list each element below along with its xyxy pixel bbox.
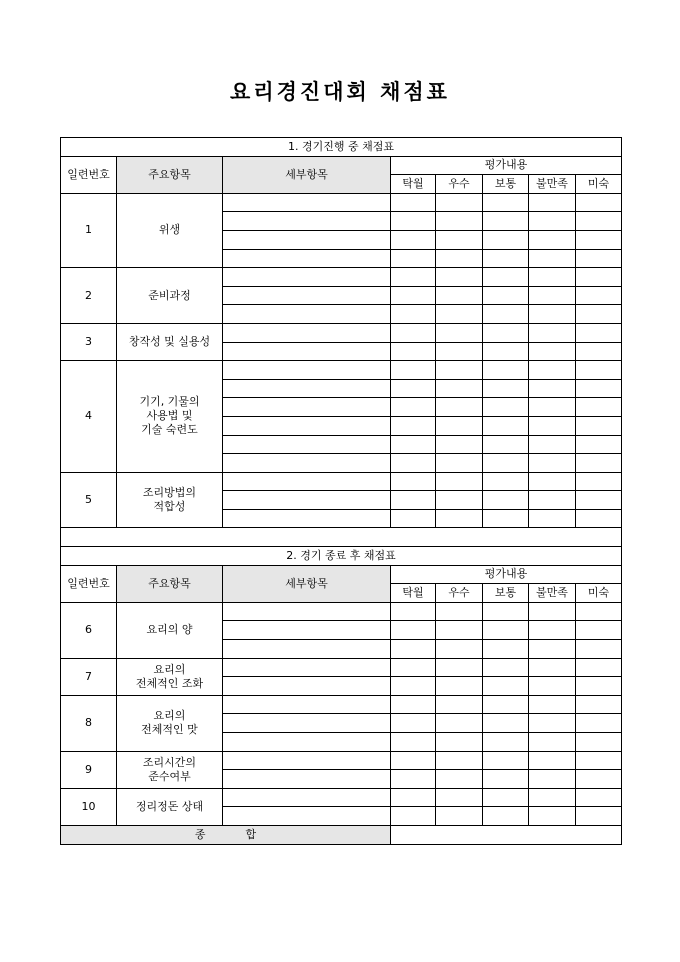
detail-cell[interactable] (223, 398, 391, 417)
score-cell[interactable] (391, 342, 436, 361)
score-cell[interactable] (576, 770, 622, 789)
section-divider (61, 528, 622, 547)
detail-cell[interactable] (223, 249, 391, 268)
score-cell[interactable] (391, 305, 436, 324)
score-cell[interactable] (529, 398, 576, 417)
item-no: 5 (61, 472, 117, 528)
score-cell[interactable] (436, 361, 483, 380)
score-cell[interactable] (529, 658, 576, 677)
score-cell[interactable] (436, 286, 483, 305)
score-cell[interactable] (529, 677, 576, 696)
item-no: 6 (61, 602, 117, 658)
score-cell[interactable] (483, 212, 529, 231)
score-cell[interactable] (529, 751, 576, 770)
score-cell[interactable] (529, 695, 576, 714)
score-cell[interactable] (483, 621, 529, 640)
item-line: 기술 숙련도 (141, 423, 198, 437)
score-cell[interactable] (391, 640, 436, 659)
detail-cell[interactable] (223, 193, 391, 212)
detail-cell[interactable] (223, 230, 391, 249)
table-row (61, 602, 622, 621)
detail-cell[interactable] (223, 212, 391, 231)
score-cell[interactable] (436, 621, 483, 640)
total-value-cell[interactable] (391, 825, 622, 844)
item-line: 조리시간의 (142, 755, 197, 769)
detail-cell[interactable] (223, 509, 391, 528)
item-main (117, 472, 223, 528)
score-cell[interactable] (529, 509, 576, 528)
score-cell[interactable] (483, 305, 529, 324)
score-cell[interactable] (576, 342, 622, 361)
score-cell[interactable] (391, 212, 436, 231)
item-line: 적합성 (153, 500, 186, 514)
item-no: 3 (61, 323, 117, 360)
score-cell[interactable] (436, 509, 483, 528)
score-cell[interactable] (436, 212, 483, 231)
detail-cell[interactable] (223, 640, 391, 659)
score-cell[interactable] (529, 733, 576, 752)
score-cell[interactable] (391, 714, 436, 733)
header-detail: 세부항목 (223, 565, 391, 602)
score-cell[interactable] (391, 677, 436, 696)
item-line: 정리정돈 상태 (135, 799, 204, 813)
score-cell[interactable] (529, 379, 576, 398)
score-cell[interactable] (529, 788, 576, 807)
score-cell[interactable] (391, 454, 436, 473)
header-detail: 세부항목 (223, 156, 391, 193)
score-cell[interactable] (436, 435, 483, 454)
score-cell[interactable] (483, 286, 529, 305)
score-cell[interactable] (483, 193, 529, 212)
score-cell[interactable] (483, 695, 529, 714)
score-cell[interactable] (436, 714, 483, 733)
table-row (61, 268, 622, 287)
detail-cell[interactable] (223, 323, 391, 342)
score-cell[interactable] (576, 621, 622, 640)
score-cell[interactable] (436, 305, 483, 324)
score-sheet-table (60, 137, 622, 845)
grade-excellent: 탁월 (391, 584, 436, 603)
score-cell[interactable] (576, 268, 622, 287)
score-cell[interactable] (391, 770, 436, 789)
header-no: 일련번호 (61, 565, 117, 602)
score-cell[interactable] (391, 193, 436, 212)
item-main (117, 751, 223, 788)
score-cell[interactable] (436, 193, 483, 212)
detail-cell[interactable] (223, 416, 391, 435)
score-cell[interactable] (576, 286, 622, 305)
detail-cell[interactable] (223, 770, 391, 789)
score-cell[interactable] (391, 249, 436, 268)
score-cell[interactable] (529, 323, 576, 342)
score-cell[interactable] (436, 751, 483, 770)
score-cell[interactable] (529, 193, 576, 212)
detail-cell[interactable] (223, 658, 391, 677)
score-cell[interactable] (576, 733, 622, 752)
detail-cell[interactable] (223, 342, 391, 361)
table-row (61, 751, 622, 770)
score-cell[interactable] (483, 398, 529, 417)
score-cell[interactable] (529, 230, 576, 249)
score-cell[interactable] (529, 249, 576, 268)
score-cell[interactable] (529, 305, 576, 324)
score-cell[interactable] (391, 658, 436, 677)
score-cell[interactable] (483, 491, 529, 510)
score-cell[interactable] (436, 807, 483, 826)
table-row (61, 193, 622, 212)
score-cell[interactable] (391, 361, 436, 380)
score-cell[interactable] (391, 509, 436, 528)
score-cell[interactable] (529, 640, 576, 659)
score-cell[interactable] (483, 361, 529, 380)
detail-cell[interactable] (223, 733, 391, 752)
score-cell[interactable] (576, 435, 622, 454)
item-line: 사용법 및 (146, 409, 193, 423)
score-cell[interactable] (576, 230, 622, 249)
header-no: 일련번호 (61, 156, 117, 193)
score-cell[interactable] (529, 472, 576, 491)
detail-cell[interactable] (223, 472, 391, 491)
score-cell[interactable] (483, 788, 529, 807)
grade-average: 보통 (483, 175, 529, 194)
score-cell[interactable] (576, 714, 622, 733)
score-cell[interactable] (529, 361, 576, 380)
detail-cell[interactable] (223, 807, 391, 826)
score-cell[interactable] (483, 658, 529, 677)
score-cell[interactable] (483, 472, 529, 491)
item-no: 4 (61, 361, 117, 473)
score-cell[interactable] (529, 268, 576, 287)
score-cell[interactable] (576, 751, 622, 770)
score-cell[interactable] (529, 770, 576, 789)
score-cell[interactable] (529, 435, 576, 454)
score-cell[interactable] (391, 398, 436, 417)
item-no: 2 (61, 268, 117, 324)
item-line: 전체적인 조화 (135, 676, 204, 690)
header-main: 주요항목 (117, 565, 223, 602)
score-cell[interactable] (576, 695, 622, 714)
grade-good: 우수 (436, 584, 483, 603)
score-cell[interactable] (436, 472, 483, 491)
score-cell[interactable] (529, 807, 576, 826)
item-line: 요리의 (153, 709, 186, 723)
item-main (117, 193, 223, 267)
detail-cell[interactable] (223, 379, 391, 398)
item-line: 요리의 양 (146, 623, 193, 637)
score-cell[interactable] (576, 323, 622, 342)
score-cell[interactable] (483, 770, 529, 789)
item-line: 준수여부 (148, 769, 191, 783)
item-line: 조리방법의 (142, 486, 197, 500)
table-row (61, 788, 622, 807)
score-cell[interactable] (576, 807, 622, 826)
detail-cell[interactable] (223, 305, 391, 324)
item-no: 8 (61, 695, 117, 751)
score-cell[interactable] (483, 230, 529, 249)
score-cell[interactable] (576, 398, 622, 417)
score-cell[interactable] (483, 342, 529, 361)
score-cell[interactable] (483, 714, 529, 733)
score-cell[interactable] (391, 268, 436, 287)
score-cell[interactable] (483, 733, 529, 752)
item-main (117, 268, 223, 324)
score-cell[interactable] (391, 788, 436, 807)
detail-cell[interactable] (223, 621, 391, 640)
score-cell[interactable] (576, 472, 622, 491)
score-cell[interactable] (436, 770, 483, 789)
grade-poor: 미숙 (576, 175, 622, 194)
score-cell[interactable] (483, 640, 529, 659)
section2-title: 2. 경기 종료 후 채점표 (61, 547, 622, 566)
score-cell[interactable] (576, 509, 622, 528)
score-cell[interactable] (436, 323, 483, 342)
item-line: 위생 (158, 223, 181, 237)
score-cell[interactable] (391, 695, 436, 714)
score-cell[interactable] (436, 398, 483, 417)
score-cell[interactable] (529, 416, 576, 435)
score-cell[interactable] (391, 621, 436, 640)
score-cell[interactable] (391, 416, 436, 435)
score-cell[interactable] (436, 342, 483, 361)
item-main (117, 602, 223, 658)
score-cell[interactable] (436, 416, 483, 435)
score-cell[interactable] (576, 305, 622, 324)
score-cell[interactable] (576, 249, 622, 268)
grade-good: 우수 (436, 175, 483, 194)
score-cell[interactable] (436, 695, 483, 714)
score-cell[interactable] (391, 435, 436, 454)
score-cell[interactable] (483, 807, 529, 826)
item-main (117, 323, 223, 360)
score-cell[interactable] (576, 379, 622, 398)
score-cell[interactable] (483, 323, 529, 342)
section1-title: 1. 경기진행 중 채점표 (61, 138, 622, 157)
score-cell[interactable] (391, 472, 436, 491)
item-line: 전체적인 맛 (141, 723, 198, 737)
score-cell[interactable] (529, 621, 576, 640)
score-cell[interactable] (391, 733, 436, 752)
score-cell[interactable] (529, 454, 576, 473)
score-cell[interactable] (436, 268, 483, 287)
score-cell[interactable] (576, 602, 622, 621)
item-line: 창작성 및 실용성 (128, 335, 211, 349)
score-cell[interactable] (436, 658, 483, 677)
detail-cell[interactable] (223, 435, 391, 454)
score-cell[interactable] (391, 807, 436, 826)
table-row (61, 695, 622, 714)
score-cell[interactable] (483, 416, 529, 435)
score-cell[interactable] (576, 491, 622, 510)
score-cell[interactable] (391, 491, 436, 510)
total-label: 종합 (61, 825, 391, 844)
header-eval: 평가내용 (391, 156, 622, 175)
score-cell[interactable] (576, 658, 622, 677)
detail-cell[interactable] (223, 788, 391, 807)
score-cell[interactable] (529, 714, 576, 733)
score-cell[interactable] (391, 602, 436, 621)
score-cell[interactable] (391, 286, 436, 305)
item-no: 7 (61, 658, 117, 695)
item-line: 준비과정 (148, 288, 191, 302)
item-main (117, 695, 223, 751)
score-cell[interactable] (529, 342, 576, 361)
score-cell[interactable] (576, 454, 622, 473)
score-cell[interactable] (436, 379, 483, 398)
item-no: 10 (61, 788, 117, 825)
detail-cell[interactable] (223, 286, 391, 305)
item-no: 1 (61, 193, 117, 267)
score-cell[interactable] (436, 733, 483, 752)
item-line: 기기, 기물의 (139, 395, 200, 409)
score-cell[interactable] (483, 602, 529, 621)
score-cell[interactable] (576, 193, 622, 212)
detail-cell[interactable] (223, 361, 391, 380)
score-cell[interactable] (576, 788, 622, 807)
table-row (61, 361, 622, 380)
detail-cell[interactable] (223, 695, 391, 714)
score-cell[interactable] (436, 491, 483, 510)
score-cell[interactable] (436, 249, 483, 268)
score-cell[interactable] (436, 677, 483, 696)
score-cell[interactable] (576, 416, 622, 435)
score-cell[interactable] (483, 677, 529, 696)
score-cell[interactable] (483, 435, 529, 454)
detail-cell[interactable] (223, 602, 391, 621)
score-cell[interactable] (391, 323, 436, 342)
score-cell[interactable] (529, 212, 576, 231)
score-cell[interactable] (391, 230, 436, 249)
detail-cell[interactable] (223, 751, 391, 770)
score-cell[interactable] (483, 454, 529, 473)
table-row (61, 472, 622, 491)
header-main: 주요항목 (117, 156, 223, 193)
score-cell[interactable] (436, 230, 483, 249)
score-cell[interactable] (483, 249, 529, 268)
page-title: 요리경진대회 채점표 (230, 79, 450, 104)
score-cell[interactable] (483, 751, 529, 770)
item-main (117, 361, 223, 473)
grade-unsatisfactory: 불만족 (529, 584, 576, 603)
score-cell[interactable] (483, 379, 529, 398)
detail-cell[interactable] (223, 677, 391, 696)
score-cell[interactable] (529, 286, 576, 305)
score-cell[interactable] (436, 602, 483, 621)
score-cell[interactable] (436, 454, 483, 473)
item-line: 요리의 (153, 662, 186, 676)
score-cell[interactable] (391, 751, 436, 770)
detail-cell[interactable] (223, 454, 391, 473)
detail-cell[interactable] (223, 714, 391, 733)
item-main (117, 658, 223, 695)
grade-excellent: 탁월 (391, 175, 436, 194)
detail-cell[interactable] (223, 491, 391, 510)
score-cell[interactable] (436, 788, 483, 807)
score-cell[interactable] (576, 640, 622, 659)
score-cell[interactable] (436, 640, 483, 659)
score-cell[interactable] (483, 509, 529, 528)
score-cell[interactable] (483, 268, 529, 287)
score-cell[interactable] (529, 602, 576, 621)
header-eval: 평가내용 (391, 565, 622, 584)
grade-average: 보통 (483, 584, 529, 603)
grade-unsatisfactory: 불만족 (529, 175, 576, 194)
score-cell[interactable] (529, 491, 576, 510)
item-no: 9 (61, 751, 117, 788)
table-row (61, 323, 622, 342)
score-cell[interactable] (576, 212, 622, 231)
detail-cell[interactable] (223, 268, 391, 287)
score-cell[interactable] (576, 361, 622, 380)
score-cell[interactable] (576, 677, 622, 696)
total-row (61, 825, 622, 844)
grade-poor: 미숙 (576, 584, 622, 603)
table-row (61, 658, 622, 677)
item-main (117, 788, 223, 825)
score-cell[interactable] (391, 379, 436, 398)
